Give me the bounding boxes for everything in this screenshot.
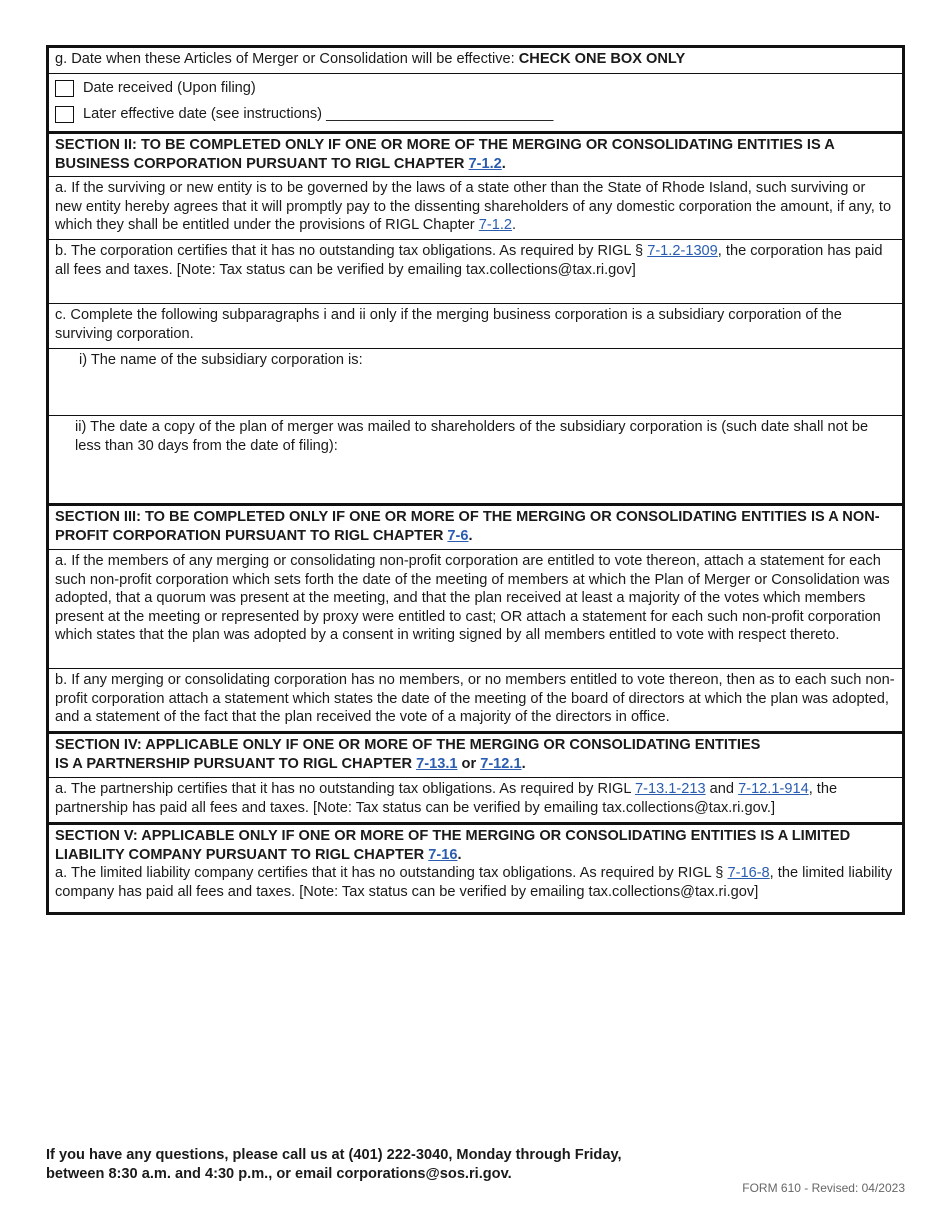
later-date-label: Later effective date (see instructions) ____________________________ [83, 106, 554, 122]
option-later-date [49, 101, 902, 127]
check-one-instruction: CHECK ONE BOX ONLY [518, 51, 686, 67]
contact-footer [46, 1146, 622, 1183]
contact-line-1: If you have any questions, please call us at (401) 222-3040, Monday through Friday, [46, 1147, 622, 1163]
plan-mailed-date-label: ii) The date a copy of the plan of merger was mailed to shareholders of the subsidiary corporation is (such date shall not be less than 30 days from the date of filing): [75, 419, 869, 454]
articles-of-merger-form [46, 45, 905, 915]
rigl-7-1-2-link[interactable]: 7-1.2 [468, 155, 502, 172]
date-received-label: Date received (Upon filing) [83, 80, 256, 96]
rigl-7-16-8-link[interactable]: 7-16-8 [727, 865, 770, 881]
section-2c: c. Complete the following subparagraphs i and ii only if the merging business corporation is a subsidiary corporation of the surviving corporation. [49, 303, 902, 348]
section-3b: b. If any merging or consolidating corporation has no members, or no members entitled to vote thereon, then as to each such non-profit corporation attach a statement which states the date of the meeting of the board of directors at which the plan was adopted, and a statement of the fact that the plan received the vote of a majority of the directors in office. [49, 668, 902, 731]
section-2-heading: SECTION II: TO BE COMPLETED ONLY IF ONE OR MORE OF THE MERGING OR CONSOLIDATING ENTITIES IS A BUSINESS CORPORATION PURSUANT TO RIGL CHAPTER 7-1.2. [49, 131, 902, 176]
section-3a: a. If the members of any merging or consolidating non-profit corporation are entitled to vote thereon, attach a statement for each such non-profit corporation which sets forth the date of the meeting of members at which the Plan of Merger or Consolidation was adopted, that a quorum was present at the meeting, and that the plan received at least a majority of the votes which members present at the meeting or represented by proxy were entitled to cast; OR attach a statement for each such non-profit corporation which states that the plan was adopted by a consent in writing signed by all members entitled to vote with respect thereto. [49, 549, 902, 668]
subsidiary-name-field[interactable] [49, 348, 902, 415]
section-4a: a. The partnership certifies that it has no outstanding tax obligations. As required by RIGL 7-13.1-213 and 7-12.1-914, the partnership has paid all fees and taxes. [Note: Tax status can be verified by emailing tax.collections@tax.ri.gov.] [49, 777, 902, 822]
form-number: FORM 610 - Revised: 04/2023 [742, 1181, 905, 1195]
section-5 [49, 822, 902, 912]
section-4-heading: SECTION IV: APPLICABLE ONLY IF ONE OR MORE OF THE MERGING OR CONSOLIDATING ENTITIES IS A PARTNERSHIP PURSUANT TO RIGL CHAPTER 7-13.1 or 7-12.1. [49, 731, 902, 777]
rigl-7-13-1-213-link[interactable]: 7-13.1-213 [635, 781, 706, 797]
rigl-7-13-1-link[interactable]: 7-13.1 [416, 755, 458, 772]
effective-date-question [49, 48, 902, 73]
rigl-7-1-2-1309-link[interactable]: 7-1.2-1309 [647, 243, 718, 259]
subsidiary-name-label: i) The name of the subsidiary corporation is: [79, 352, 363, 368]
section-5-heading: SECTION V: APPLICABLE ONLY IF ONE OR MORE OF THE MERGING OR CONSOLIDATING ENTITIES IS A LIMITED LIABILITY COMPANY PURSUANT TO RIGL CHAPTER 7-16. [55, 828, 851, 863]
section-3-heading: SECTION III: TO BE COMPLETED ONLY IF ONE OR MORE OF THE MERGING OR CONSOLIDATING ENTITIES IS A NON-PROFIT CORPORATION PURSUANT TO RIGL CHAPTER 7-6. [49, 503, 902, 549]
later-date-checkbox[interactable] [55, 106, 74, 123]
rigl-7-12-1-link[interactable]: 7-12.1 [480, 755, 522, 772]
section-5a: a. The limited liability company certifies that it has no outstanding tax obligations. As required by RIGL § 7-16-8, the limited liability company has paid all fees and taxes. [Note: Tax status can be verified by emailing tax.collections@tax.ri.gov] [55, 865, 893, 900]
contact-line-2: between 8:30 a.m. and 4:30 p.m., or email corporations@sos.ri.gov. [46, 1165, 512, 1182]
section-2b: b. The corporation certifies that it has no outstanding tax obligations. As required by RIGL § 7-1.2-1309, the corporation has paid all fees and taxes. [Note: Tax status can be verified by emailing tax.collections@tax.ri.gov] [49, 239, 902, 303]
rigl-7-12-1-914-link[interactable]: 7-12.1-914 [738, 781, 809, 797]
option-date-received [49, 75, 902, 101]
rigl-7-1-2-link[interactable]: 7-1.2 [478, 217, 512, 233]
rigl-7-16-link[interactable]: 7-16 [428, 846, 458, 863]
effective-date-options [49, 73, 902, 131]
plan-mailed-date-field[interactable] [49, 415, 902, 503]
rigl-7-6-link[interactable]: 7-6 [447, 527, 469, 544]
date-received-checkbox[interactable] [55, 80, 74, 97]
section-2a: a. If the surviving or new entity is to be governed by the laws of a state other than the State of Rhode Island, such surviving or new entity hereby agrees that it will promptly pay to the dissenting shareholders of any domestic corporation the amount, if any, to which they shall be entitled under the provisions of RIGL Chapter 7-1.2. [49, 176, 902, 239]
effective-date-label: g. Date when these Articles of Merger or Consolidation will be effective: [55, 51, 519, 67]
